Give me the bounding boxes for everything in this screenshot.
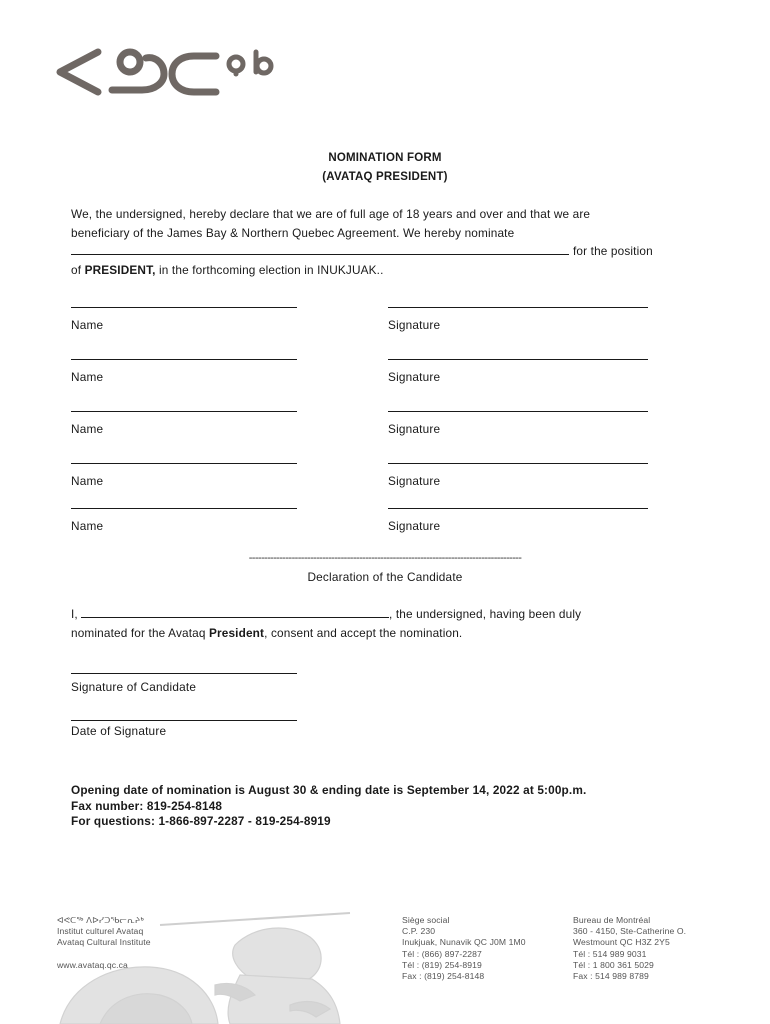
name-line-5[interactable] xyxy=(71,508,297,509)
separator: ----------------------------------------------------------------------------------------- xyxy=(248,552,522,564)
name-line-1[interactable] xyxy=(71,307,297,308)
name-line-4[interactable] xyxy=(71,463,297,464)
avataq-logo xyxy=(52,44,292,100)
signature-line-4[interactable] xyxy=(388,463,648,464)
name-label: Name xyxy=(71,370,104,384)
declaration-heading: Declaration of the Candidate xyxy=(307,570,463,584)
institute-english: Avataq Cultural Institute xyxy=(57,937,151,948)
website-link[interactable]: www.avataq.qc.ca xyxy=(57,960,128,970)
intro-line-1: We, the undersigned, hereby declare that we are of full age of 18 years and over and that we are xyxy=(71,207,591,221)
candidate-signature-label: Signature of Candidate xyxy=(71,680,197,694)
name-label: Name xyxy=(71,519,104,533)
declaration-line-1-suffix: , the undersigned, having been duly xyxy=(389,607,582,621)
institute-french: Institut culturel Avataq xyxy=(57,926,144,937)
intro-paragraph xyxy=(71,205,671,279)
declaration-paragraph: I, , the undersigned, having been duly nominated for the Avataq President, consent and accept the nomination. xyxy=(71,605,671,642)
name-line-2[interactable] xyxy=(71,359,297,360)
form-subtitle: (AVATAQ PRESIDENT) xyxy=(322,171,448,183)
footer-montreal-office: Bureau de Montréal 360 - 4150, Ste-Catherine O. Westmount QC H3Z 2Y5 Tél : 514 989 9031 Tél : 1 800 361 5029 Fax : 514 989 8789 xyxy=(573,915,687,982)
name-label: Name xyxy=(71,318,104,332)
signature-date-line[interactable] xyxy=(71,720,297,721)
nomination-notice xyxy=(71,783,586,830)
institute-syllabics: ᐊᕙᑕᖅ ᐱᐅᓯᑐᖃᓕᕆᔨᒃ xyxy=(57,915,145,925)
intro-line-2: beneficiary of the James Bay & Northern Quebec Agreement. We hereby nominate xyxy=(71,225,515,240)
footer-institute xyxy=(57,915,151,949)
position-label: PRESIDENT, xyxy=(84,262,156,277)
intro-line-3-suffix: for the position xyxy=(573,244,653,258)
signature-label: Signature xyxy=(388,318,441,332)
name-line-3[interactable] xyxy=(71,411,297,412)
nominee-name-line[interactable] xyxy=(71,254,569,255)
signature-label: Signature xyxy=(388,370,441,384)
candidate-signature-line[interactable] xyxy=(71,673,297,674)
fax-number: Fax number: 819-254-8148 xyxy=(71,798,223,813)
signature-line-1[interactable] xyxy=(388,307,648,308)
candidate-name-line[interactable] xyxy=(81,617,389,618)
name-label: Name xyxy=(71,474,104,488)
questions-phone: For questions: 1-866-897-2287 - 819-254-8919 xyxy=(71,814,331,828)
signature-line-2[interactable] xyxy=(388,359,648,360)
nomination-dates: Opening date of nomination is August 30 & ending date is September 14, 2022 at 5:00p.m. xyxy=(71,783,587,797)
footer-head-office: Siège social C.P. 230 Inukjuak, Nunavik QC J0M 1M0 Tél : (866) 897-2287 Tél : (819) 254-8919 Fax : (819) 254-8148 xyxy=(402,915,526,982)
signature-line-3[interactable] xyxy=(388,411,648,412)
name-label: Name xyxy=(71,422,104,436)
form-title: NOMINATION FORM xyxy=(328,152,442,164)
intro-line-4: of PRESIDENT, in the forthcoming election in INUKJUAK.. xyxy=(71,262,384,277)
president-label: President xyxy=(209,625,265,640)
declaration-line-2: nominated for the Avataq President, consent and accept the nomination. xyxy=(71,625,463,640)
signature-label: Signature xyxy=(388,474,441,488)
signature-label: Signature xyxy=(388,422,441,436)
signature-date-label: Date of Signature xyxy=(71,724,167,738)
signature-label: Signature xyxy=(388,519,441,533)
signature-line-5[interactable] xyxy=(388,508,648,509)
